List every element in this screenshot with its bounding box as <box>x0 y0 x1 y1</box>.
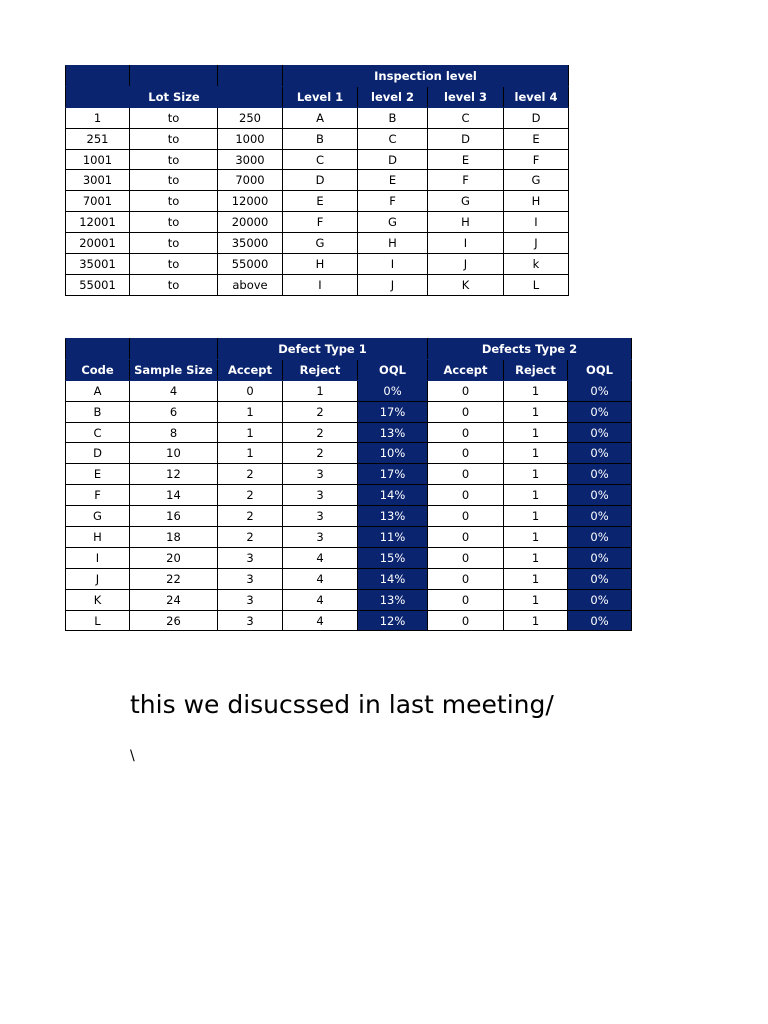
table-cell: 0 <box>428 568 504 589</box>
table-cell: E <box>66 464 130 485</box>
table-cell: 1 <box>504 422 568 443</box>
lot-size-row <box>66 274 569 295</box>
table-cell: 0% <box>568 568 632 589</box>
oql-2-header: OQL <box>568 359 632 380</box>
table-cell: L <box>504 274 569 295</box>
lot-size-row <box>66 254 569 275</box>
table-cell: 12% <box>358 610 428 631</box>
table-cell: A <box>66 380 130 401</box>
table-cell: 3 <box>218 610 283 631</box>
table-cell: C <box>66 422 130 443</box>
level-3-header: level 3 <box>428 86 504 107</box>
table-cell: 1000 <box>218 128 283 149</box>
table-cell: 0% <box>568 527 632 548</box>
table-cell: 2 <box>283 401 358 422</box>
table-cell: 2 <box>283 443 358 464</box>
table-cell: 8 <box>130 422 218 443</box>
table-cell: 2 <box>218 464 283 485</box>
table-cell: to <box>130 274 218 295</box>
table-cell: D <box>283 170 358 191</box>
table-cell: 0% <box>568 401 632 422</box>
table-cell: 0 <box>428 527 504 548</box>
table-cell: 251 <box>66 128 130 149</box>
table-cell: 2 <box>218 527 283 548</box>
table-cell: 1 <box>504 401 568 422</box>
table-cell: B <box>358 107 428 128</box>
table-cell: I <box>66 547 130 568</box>
table-cell: 1 <box>504 547 568 568</box>
lot-size-row <box>66 128 569 149</box>
table-cell: 0 <box>428 547 504 568</box>
table-cell: 0 <box>428 589 504 610</box>
table-cell: B <box>283 128 358 149</box>
table-cell: 6 <box>130 401 218 422</box>
table-cell: E <box>428 149 504 170</box>
table-cell: 3 <box>283 506 358 527</box>
table-cell: 0% <box>568 422 632 443</box>
table-cell: 0% <box>568 589 632 610</box>
meeting-note: this we disucssed in last meeting/ <box>130 690 554 719</box>
table-cell: C <box>283 149 358 170</box>
table-cell: 11% <box>358 527 428 548</box>
table-cell: 1 <box>218 401 283 422</box>
table-cell: H <box>504 191 569 212</box>
table-cell: 1 <box>283 380 358 401</box>
table-cell: 0 <box>428 464 504 485</box>
inspection-level-table <box>65 65 569 296</box>
table-cell: H <box>283 254 358 275</box>
table-cell: 3 <box>283 527 358 548</box>
code-row <box>66 422 632 443</box>
code-row <box>66 401 632 422</box>
table-cell: 55000 <box>218 254 283 275</box>
code-row <box>66 568 632 589</box>
table-cell: C <box>428 107 504 128</box>
table-cell: L <box>66 610 130 631</box>
oql-1-header: OQL <box>358 359 428 380</box>
table-cell: to <box>130 254 218 275</box>
table-cell: k <box>504 254 569 275</box>
table-cell: 0 <box>428 422 504 443</box>
lot-size-row <box>66 233 569 254</box>
lot-size-row <box>66 212 569 233</box>
table-cell: I <box>428 233 504 254</box>
table-cell: 1 <box>218 443 283 464</box>
table-cell: 14% <box>358 568 428 589</box>
table-cell: 0 <box>428 401 504 422</box>
table-cell: 2 <box>218 485 283 506</box>
table-cell: 22 <box>130 568 218 589</box>
table-cell: 13% <box>358 422 428 443</box>
table-cell: 20000 <box>218 212 283 233</box>
code-row <box>66 506 632 527</box>
table-cell: to <box>130 233 218 254</box>
table-cell: K <box>428 274 504 295</box>
table-cell: 17% <box>358 401 428 422</box>
table-cell: D <box>358 149 428 170</box>
table-cell: F <box>66 485 130 506</box>
table-cell: to <box>130 170 218 191</box>
reject-1-header: Reject <box>283 359 358 380</box>
code-row <box>66 527 632 548</box>
table-cell: 1 <box>504 464 568 485</box>
code-row <box>66 589 632 610</box>
table-cell: I <box>358 254 428 275</box>
table-cell: G <box>504 170 569 191</box>
table-cell: 0% <box>568 485 632 506</box>
table-cell: 0 <box>428 380 504 401</box>
defects-type-2-header: Defects Type 2 <box>428 339 632 360</box>
defect-type-1-header: Defect Type 1 <box>218 339 428 360</box>
table-cell: F <box>428 170 504 191</box>
table-cell: 17% <box>358 464 428 485</box>
table-cell: E <box>504 128 569 149</box>
table-cell: 7001 <box>66 191 130 212</box>
lot-size-row <box>66 191 569 212</box>
table-cell: 0% <box>568 380 632 401</box>
table-cell: 0% <box>568 443 632 464</box>
code-row <box>66 443 632 464</box>
table-cell: 3 <box>283 464 358 485</box>
table-cell: 10 <box>130 443 218 464</box>
table-cell: 12000 <box>218 191 283 212</box>
table-cell: A <box>283 107 358 128</box>
table-cell: J <box>358 274 428 295</box>
accept-1-header: Accept <box>218 359 283 380</box>
table-cell: 35001 <box>66 254 130 275</box>
table-cell: 0% <box>568 506 632 527</box>
slash-mark: \ <box>130 748 135 764</box>
table-cell: G <box>283 233 358 254</box>
table-cell: 24 <box>130 589 218 610</box>
table-cell: 0% <box>568 547 632 568</box>
table-cell: 1 <box>504 610 568 631</box>
table-cell: D <box>504 107 569 128</box>
table-cell: 1 <box>504 589 568 610</box>
table-cell: H <box>66 527 130 548</box>
table-cell: J <box>428 254 504 275</box>
table-cell: 26 <box>130 610 218 631</box>
table-cell: 3 <box>218 547 283 568</box>
table-cell: 0 <box>428 443 504 464</box>
table-cell: 16 <box>130 506 218 527</box>
table-cell: to <box>130 128 218 149</box>
table-cell: 1 <box>504 568 568 589</box>
table-cell: 250 <box>218 107 283 128</box>
table-cell: H <box>428 212 504 233</box>
inspection-level-header: Inspection level <box>283 66 569 87</box>
table-cell: 2 <box>218 506 283 527</box>
lot-size-row <box>66 170 569 191</box>
table-cell: B <box>66 401 130 422</box>
table-cell: 0 <box>428 506 504 527</box>
lot-size-row <box>66 107 569 128</box>
code-row <box>66 380 632 401</box>
table-cell: 4 <box>283 547 358 568</box>
table-cell: F <box>283 212 358 233</box>
table-cell: 1 <box>504 485 568 506</box>
lot-size-header: Lot Size <box>66 86 283 107</box>
lot-size-row <box>66 149 569 170</box>
table-cell: 2 <box>283 422 358 443</box>
table-cell: 0 <box>428 610 504 631</box>
code-row <box>66 547 632 568</box>
table-cell: G <box>66 506 130 527</box>
table-cell: 1001 <box>66 149 130 170</box>
table-cell: 4 <box>283 610 358 631</box>
table-cell: 35000 <box>218 233 283 254</box>
table-cell: G <box>428 191 504 212</box>
table-cell: F <box>504 149 569 170</box>
table-cell: to <box>130 149 218 170</box>
table-cell: 12001 <box>66 212 130 233</box>
table-cell: 4 <box>283 589 358 610</box>
table-cell: 1 <box>504 380 568 401</box>
sample-size-header: Sample Size <box>130 359 218 380</box>
header-blank-cell <box>66 339 130 360</box>
table-cell: 3 <box>218 568 283 589</box>
table-cell: 10% <box>358 443 428 464</box>
code-row <box>66 464 632 485</box>
table-cell: 4 <box>130 380 218 401</box>
table-cell: 13% <box>358 589 428 610</box>
level-2-header: level 2 <box>358 86 428 107</box>
table-cell: F <box>358 191 428 212</box>
table-cell: 14% <box>358 485 428 506</box>
table-cell: 4 <box>283 568 358 589</box>
table-cell: 55001 <box>66 274 130 295</box>
table-cell: 7000 <box>218 170 283 191</box>
table-cell: G <box>358 212 428 233</box>
table-cell: 13% <box>358 506 428 527</box>
level-1-header: Level 1 <box>283 86 358 107</box>
table-cell: 3 <box>218 589 283 610</box>
table-cell: E <box>283 191 358 212</box>
table-cell: 0% <box>568 464 632 485</box>
table-cell: C <box>358 128 428 149</box>
table-cell: J <box>504 233 569 254</box>
table-cell: 0 <box>428 485 504 506</box>
table-cell: 3001 <box>66 170 130 191</box>
table-cell: 1 <box>218 422 283 443</box>
table-cell: 15% <box>358 547 428 568</box>
code-header: Code <box>66 359 130 380</box>
table-cell: 3 <box>283 485 358 506</box>
header-blank-cell <box>130 339 218 360</box>
table-cell: 12 <box>130 464 218 485</box>
sampling-plan-table <box>65 338 632 631</box>
table-cell: 20 <box>130 547 218 568</box>
table-cell: 1 <box>504 506 568 527</box>
table-cell: to <box>130 107 218 128</box>
table-cell: I <box>504 212 569 233</box>
table-cell: 3000 <box>218 149 283 170</box>
table-cell: K <box>66 589 130 610</box>
accept-2-header: Accept <box>428 359 504 380</box>
table-cell: 0% <box>358 380 428 401</box>
header-blank-cell <box>66 66 130 87</box>
table-cell: D <box>428 128 504 149</box>
header-blank-cell <box>218 66 283 87</box>
code-row <box>66 485 632 506</box>
table-cell: above <box>218 274 283 295</box>
table-cell: E <box>358 170 428 191</box>
table-cell: 0 <box>218 380 283 401</box>
reject-2-header: Reject <box>504 359 568 380</box>
level-4-header: level 4 <box>504 86 569 107</box>
table-cell: H <box>358 233 428 254</box>
table-cell: J <box>66 568 130 589</box>
table-cell: to <box>130 191 218 212</box>
table-cell: 1 <box>504 527 568 548</box>
table-cell: 20001 <box>66 233 130 254</box>
table-cell: 1 <box>66 107 130 128</box>
header-blank-cell <box>130 66 218 87</box>
table-cell: D <box>66 443 130 464</box>
table-cell: 14 <box>130 485 218 506</box>
table-cell: 18 <box>130 527 218 548</box>
table-cell: to <box>130 212 218 233</box>
code-row <box>66 610 632 631</box>
table-cell: 0% <box>568 610 632 631</box>
table-cell: I <box>283 274 358 295</box>
table-cell: 1 <box>504 443 568 464</box>
